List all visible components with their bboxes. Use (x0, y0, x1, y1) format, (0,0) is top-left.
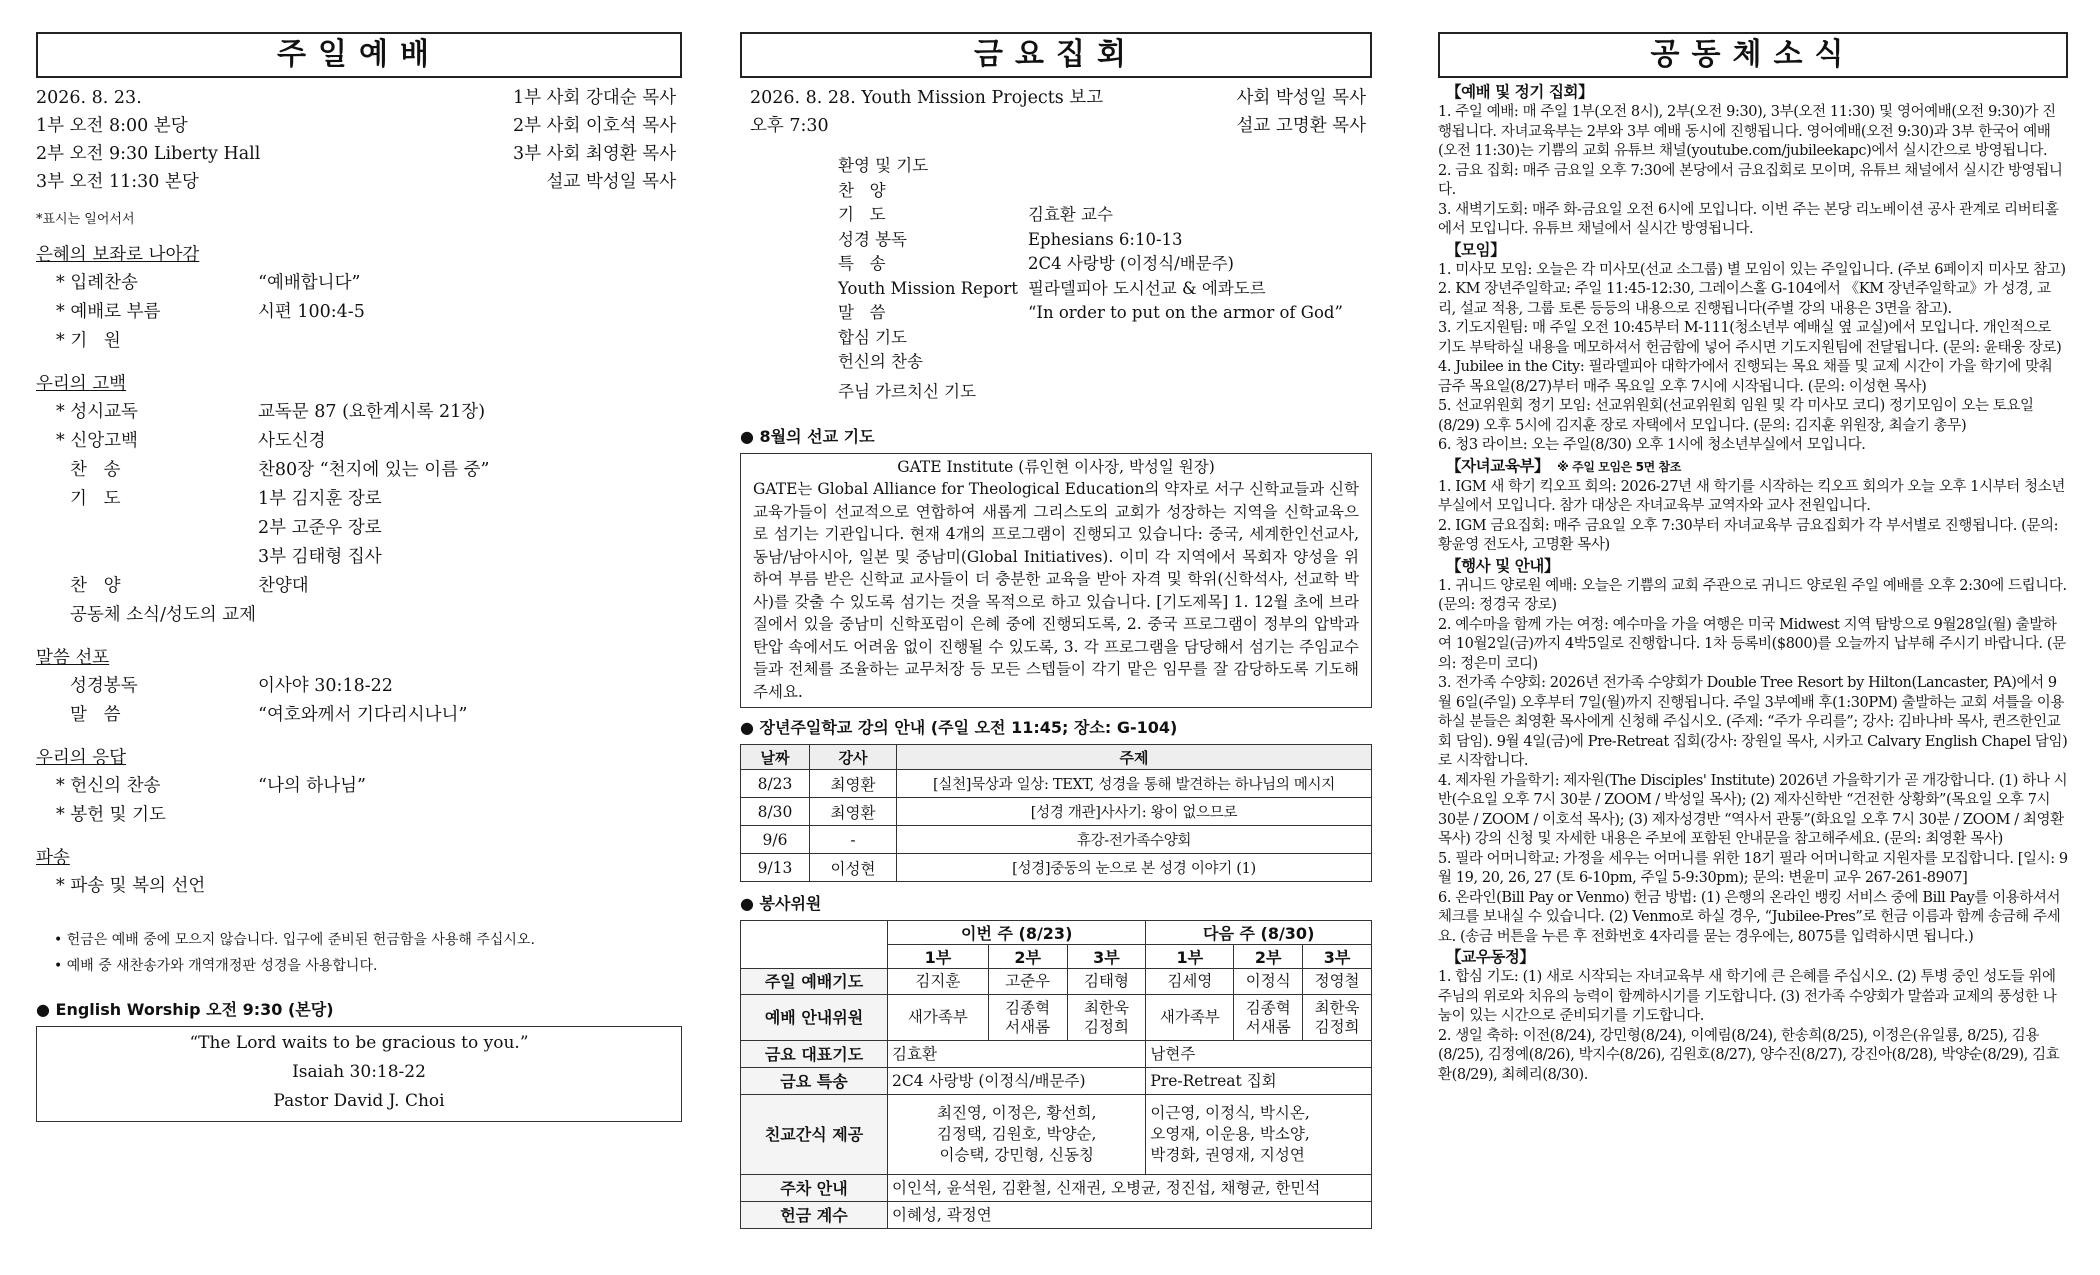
schedule-date: 9/6 (741, 826, 810, 854)
friday-program-item (838, 350, 1372, 375)
news-item: 3. 새벽기도회: 매주 화-금요일 오전 6시에 모입니다. 이번 주는 본당 리노베이션 공사 관계로 리버티홀에서 모입니다. 유튜브 채널에서 실시간 방영됩니다. (1438, 201, 2059, 237)
volunteer-row-label: 주일 예배기도 (741, 969, 888, 995)
mission-prayer-header: ● 8월의 선교 기도 (740, 426, 875, 446)
service-1: 1부 오전 8:00 본당 (36, 116, 188, 136)
worship-item (36, 601, 682, 630)
service-part: 1부 (888, 945, 989, 969)
volunteer-cell: 정영철 (1303, 969, 1372, 995)
friday-special-next: Pre-Retreat 집회 (1146, 1068, 1372, 1095)
news-item: 3. 전가족 수양회: 2026년 전가족 수양회가 Double Tree Resort by Hilton(Lancaster, PA)에서 9월 6일(주일) 오후부터 7일(월)까지 진행됩니다. 주일 3부예배 후(1:30PM) 출발하는 교회 셔틀을 이용하실 분들은 최영환 목사에게 신청해 주십시오. (주제: “주가 우리를”; 강사: 김바나바 목사, 퀸즈한인교회 담임). 9월 4일(금)에 Pre-Retreat 집회(강사: 장원일 목사, 시카고 Calvary English Chapel 담임)로 시작합니다. (1438, 675, 2068, 769)
news-section-title (1446, 947, 2068, 968)
worship-section (36, 744, 682, 830)
news-item: 4. 제자원 가을학기: 제자원(The Disciples' Institute) 2026년 가을학기가 곧 개강합니다. (1) 하나 시반(수요일 오후 7시 30분 / ZOOM / 박성일 목사); (2) 제자신학반 “건전한 상황화”(목요일 오후 7시 30분 / ZOOM / 이호석 목사); (3) 제자성경반 “역사서 관통”(화요일 오후 7시 30분 / ZOOM / 최영환 목사) 강의 신청 및 자세한 내용은 주보에 포함된 안내문을 참고해주세요. (문의: 최영환 목사) (1438, 772, 2068, 847)
news-item: 2. 생일 축하: 이전(8/24), 강민형(8/24), 이예림(8/24), 한송희(8/25), 이정은(유일룡, 8/25), 김용(8/25), 김정예(8/26), 박지수(8/26), 김원호(8/27), 양수진(8/27), 강진아(8/28), 박양순(8/29), 김효환(8/29), 최혜리(8/30). (1438, 1027, 2060, 1083)
worship-item-value: 1부 김지훈 장로 (258, 489, 382, 509)
service-part: 1부 (1146, 945, 1234, 969)
news-section-name: 【예배 및 정기 집회】 (1446, 83, 1594, 101)
sunday-notices (36, 927, 682, 979)
news-item: 2. KM 장년주일학교: 주일 11:45-12:30, 그레이스홀 G-104에서 《KM 장년주일학교》가 성경, 교리, 설교 적용, 그룹 토론 등등의 내용으로 진행됩니다(주별 강의 내용은 3면을 참고). (1438, 281, 2051, 317)
worship-section (36, 370, 682, 630)
volunteer-cell: 김지훈 (888, 969, 989, 995)
friday-column (740, 0, 1372, 1229)
friday-program-value: 2C4 사랑방 (이정식/배문주) (1028, 254, 1234, 273)
sunday-schedule (36, 84, 260, 196)
worship-item-value: “여호와께서 기다리시나니” (258, 705, 468, 725)
english-sermon-title: “The Lord waits to be gracious to you.” (189, 1033, 529, 1053)
news-item: 2. IGM 금요집회: 매주 금요일 오후 7:30부터 자녀교육부 금요집회가 각 부서별로 진행됩니다. (문의: 황윤영 전도사, 고명환 목사) (1438, 517, 2059, 553)
friday-program-item (838, 203, 1372, 228)
worship-item (36, 572, 682, 601)
service-part: 2부 (988, 945, 1067, 969)
worship-item (36, 701, 682, 730)
service-2: 2부 오전 9:30 Liberty Hall (36, 144, 261, 164)
volunteer-cell: 이정식 (1234, 969, 1303, 995)
friday-program-item (838, 154, 1372, 179)
friday-program-name: 합심 기도 (838, 327, 908, 347)
worship-item-name: * 기 원 (56, 331, 121, 351)
friday-special-label: 금요 특송 (741, 1068, 888, 1095)
service-part: 3부 (1303, 945, 1372, 969)
schedule-date: 9/13 (741, 854, 810, 882)
worship-item (36, 327, 682, 356)
sunday-leaders (513, 84, 676, 196)
english-scripture: Isaiah 30:18-22 (292, 1062, 426, 1082)
worship-item (36, 672, 682, 701)
friday-program-name: 주님 가르치신 기도 (838, 381, 977, 401)
parking-value: 이인석, 윤석원, 김환철, 신재권, 오병균, 정진섭, 채형균, 한민석 (888, 1175, 1372, 1202)
schedule-speaker: - (810, 826, 897, 854)
friday-leader-1: 사회 박성일 목사 (1236, 88, 1366, 108)
news-column (1438, 0, 2068, 1085)
worship-item-value: 찬80장 “천지에 있는 이름 중” (258, 460, 490, 480)
worship-item (36, 772, 682, 801)
english-preacher: Pastor David J. Choi (273, 1091, 445, 1111)
worship-item-name: * 신앙고백 (56, 431, 138, 451)
leader-3: 3부 사회 최영환 목사 (512, 144, 676, 164)
worship-item (36, 485, 682, 514)
parking-label: 주차 안내 (741, 1175, 888, 1202)
volunteers-table (740, 920, 1372, 1229)
news-item: 4. Jubilee in the City: 필라델피아 대학가에서 진행되는 목요 채플 및 교제 시간이 가을 학기에 맞춰 금주 목요일(8/27)부터 매주 목요일 오후 7시에 시작됩니다. (문의: 이성현 목사) (1438, 359, 2053, 395)
volunteer-cell: 최한욱 김정희 (1303, 995, 1372, 1041)
sunday-title: 주일예배 (36, 32, 682, 78)
schedule-topic: [성경]중동의 눈으로 본 성경 이야기 (1) (897, 854, 1372, 882)
news-item: 1. IGM 새 학기 킥오프 회의: 2026-27년 새 학기를 시작하는 킥오프 회의가 오늘 오후 1시부터 청소년부실에서 모입니다. 참가 대상은 자녀교육부 교역자와 교사 전원입니다. (1438, 478, 2065, 514)
adult-school-header: ● 장년주일학교 강의 안내 (주일 오전 11:45; 장소: G-104) (740, 718, 1178, 737)
notice-bullet: • 예배 중 새찬송가와 개역개정판 성경을 사용합니다. (54, 958, 378, 974)
worship-item-name: * 헌신의 찬송 (56, 776, 161, 796)
english-worship-box (36, 1026, 682, 1122)
snacks-label: 친교간식 제공 (741, 1095, 888, 1175)
friday-program-item (838, 252, 1372, 277)
worship-item-name: * 예배로 부름 (56, 302, 161, 322)
news-section-name: 【모임】 (1446, 240, 1506, 259)
worship-item-name: 성경봉독 (70, 676, 138, 696)
offering-count-label: 헌금 계수 (741, 1202, 888, 1229)
worship-item-name: * 입례찬송 (56, 273, 138, 293)
friday-program-item (838, 375, 1372, 409)
news-item: 1. 주일 예배: 매 주일 1부(오전 8시), 2부(오전 9:30), 3부(오전 11:30) 및 영어예배(오전 9:30)가 진행됩니다. 자녀교육부는 2부와 3부 예배 동시에 진행됩니다. 영어예배(오전 9:30)과 3부 한국어 예배(오전 11:30)는 기쁨의 교회 유튜브 채널(youtube.com/jubileekapc)에서 실시간으로 방영됩니다. (1438, 104, 2056, 159)
next-week-header: 다음 주 (8/30) (1146, 921, 1372, 945)
friday-special-this: 2C4 사랑방 (이정식/배문주) (888, 1068, 1146, 1095)
friday-program-name: 찬 양 (838, 180, 886, 200)
service-3: 3부 오전 11:30 본당 (36, 172, 199, 192)
friday-date: 2026. 8. 28. Youth Mission Projects 보고 (750, 88, 1104, 108)
schedule-speaker: 이성현 (810, 854, 897, 882)
leader-4: 설교 박성일 목사 (546, 172, 676, 192)
worship-item-value: “예배합니다” (258, 273, 361, 293)
worship-section-title: 말씀 선포 (36, 648, 110, 668)
friday-rep-next: 남현주 (1146, 1041, 1372, 1068)
adult-school-table (740, 744, 1372, 882)
worship-item-name: 찬 양 (70, 576, 121, 596)
news-item: 5. 필라 어머니학교: 가정을 세우는 어머니를 위한 18기 필라 어머니학교 지원자를 모집합니다. [일시: 9월 19, 20, 26, 27 (토 6-10pm, 주일 5-9:30pm); 문의: 변윤미 교우 267-261-8907] (1438, 850, 2068, 886)
schedule-topic: [실천]묵상과 일상: TEXT, 성경을 통해 발견하는 하나님의 메시지 (897, 770, 1372, 798)
worship-item-name: * 봉헌 및 기도 (56, 805, 166, 825)
service-part: 3부 (1067, 945, 1146, 969)
friday-program-value: Ephesians 6:10-13 (1028, 229, 1183, 249)
news-item: 1. 미사모 모임: 오늘은 각 미사모(선교 소그룹) 별 모임이 있는 주일입니다. (주보 6페이지 미사모 참고) (1438, 261, 2066, 278)
friday-rep-this: 김효환 (888, 1041, 1146, 1068)
sunday-column (36, 0, 682, 1122)
worship-item (36, 801, 682, 830)
friday-program-name: Youth Mission Report (838, 278, 1018, 298)
service-part: 2부 (1234, 945, 1303, 969)
schedule-date: 8/23 (741, 770, 810, 798)
news-item: 1. 귀니드 양로원 예배: 오늘은 기쁨의 교회 주관으로 귀니드 양로원 주일 예배를 오후 2:30에 드립니다. (문의: 정경국 장로) (1438, 577, 2067, 613)
worship-section-title: 우리의 고백 (36, 374, 127, 394)
volunteers-header: ● 봉사위원 (740, 894, 822, 913)
schedule-speaker: 최영환 (810, 798, 897, 826)
col-topic: 주제 (897, 745, 1372, 770)
news-item: 2. 금요 집회: 매주 금요일 오후 7:30에 본당에서 금요집회로 모이며, 유튜브 채널에서 실시간 방영됩니다. (1438, 162, 2063, 198)
volunteer-row-label: 예배 안내위원 (741, 995, 888, 1041)
worship-item (36, 427, 682, 456)
worship-section (36, 844, 682, 901)
col-date: 날짜 (741, 745, 810, 770)
standing-note: *표시는 일어서서 (36, 212, 135, 227)
news-body (1438, 82, 2068, 1085)
worship-item-name: 기 도 (70, 489, 121, 509)
mission-prayer-box (740, 453, 1372, 709)
volunteer-cell: 고준우 (988, 969, 1067, 995)
news-section-title (1446, 240, 2068, 261)
friday-program-name: 환영 및 기도 (838, 156, 929, 175)
worship-item-value: 찬양대 (258, 576, 309, 596)
worship-item (36, 269, 682, 298)
schedule-row (741, 854, 1372, 882)
offering-count-value: 이혜성, 곽정연 (888, 1202, 1372, 1229)
news-section-name: 【교우동정】 (1446, 948, 1535, 966)
worship-item (36, 872, 682, 901)
news-item: 6. 청3 라이브: 오는 주일(8/30) 오후 1시에 청소년부실에서 모입니다. (1438, 437, 1866, 453)
volunteer-row (741, 995, 1372, 1041)
volunteer-row (741, 969, 1372, 995)
news-item: 2. 예수마을 함께 가는 여정: 예수마을 가을 여행은 미국 Midwest 지역 탐방으로 9월28일(월) 출발하여 10월2일(금)까지 4박5일로 진행합니다. 1차 등록비($800)를 오늘까지 납부해 주시기 바랍니다. (문의: 정은미 코디) (1438, 616, 2066, 672)
worship-item-name: 공동체 소식/성도의 교제 (70, 605, 257, 625)
news-section-name: 【자녀교육부】 (1446, 456, 1550, 475)
volunteer-cell: 김태형 (1067, 969, 1146, 995)
snacks-this: 최진영, 이정은, 황선희, 김정택, 김원호, 박양순, 이승택, 강민형, 신동칭 (888, 1095, 1146, 1175)
volunteer-cell: 최한욱 김정희 (1067, 995, 1146, 1041)
snacks-next: 이근영, 이정식, 박시온, 오영재, 이운용, 박소양, 박경화, 권영재, 지성연 (1146, 1095, 1372, 1175)
friday-program-name: 기 도 (838, 205, 886, 224)
worship-item-name: * 성시교독 (56, 402, 138, 422)
worship-item (36, 456, 682, 485)
volunteer-cell: 새가족부 (1146, 995, 1234, 1041)
schedule-topic: 휴강-전가족수양회 (897, 826, 1372, 854)
schedule-topic: [성경 개관]사사기: 왕이 없으므로 (897, 798, 1372, 826)
worship-item-value: 2부 고준우 장로 (258, 518, 382, 538)
news-item: 6. 온라인(Bill Pay or Venmo) 헌금 방법: (1) 은행의 온라인 뱅킹 서비스 중에 Bill Pay를 이용하셔서 체크를 보내실 수 있습니다. (2) Venmo로 하실 경우, “Jubilee-Pres”로 헌금 이름과 함께 송금해 주세요. (송금 버튼을 누른 후 전화번호 4자리를 묻는 경우에는, 8075를 입력하시면 됩니다.) (1438, 889, 2061, 945)
news-section-title (1446, 556, 2068, 577)
worship-item-value: 시편 100:4-5 (258, 302, 365, 322)
news-item: 5. 선교위원회 정기 모임: 선교위원회(선교위원회 임원 및 각 미사모 코디) 정기모임이 오는 토요일(8/29) 오후 5시에 김지훈 장로 자택에서 모입니다. (문의: 김지훈 위원장, 최슬기 총무) (1438, 398, 2034, 434)
worship-item-name: * 파송 및 복의 선언 (56, 876, 206, 896)
worship-item (36, 398, 682, 427)
news-title: 공동체소식 (1438, 32, 2068, 78)
friday-program-item (838, 277, 1372, 302)
notice-bullet: • 헌금은 예배 중에 모으지 않습니다. 입구에 준비된 헌금함을 사용해 주십시오. (54, 932, 535, 948)
friday-program-value: “In order to put on the armor of God” (1028, 303, 1343, 322)
friday-program-value: 필라델피아 도시선교 & 에콰도르 (1028, 278, 1266, 298)
mission-text: GATE는 Global Alliance for Theological Education의 약자로 서구 신학교들과 신학 교육가들이 선교적으로 연합하여 새롭게 그리스도의 교회가 성장하는 지역을 신학교육으로 섬기는 기관입니다. 현재 4개의 프로그램이 진행되고 있습니다: 중국, 세계한인선교사, 동남/남아시아, 일본 및 중남미(Global Initiatives). 이미 각 지역에서 목회자 양성을 위하여 부름 받은 신학교 교사들이 더 충분한 교육을 받아 자격 및 학위(신학석사, 선교학 박사)를 갖출 수 있도록 섬기는 것을 목적으로 하고 있습니다. [기도제목] 1. 12월 초에 브라질에서 있을 중남미 신학포럼이 은혜 중에 진행되도록, 2. 중국 프로그램이 정부의 압박과 탄압 속에서도 어려움 없이 진행될 수 있도록, 3. 각 프로그램을 담당해서 섬기는 주임교수들과 전체를 조율하는 교무처장 등 모든 스텝들이 각기 맡은 임무를 잘 감당하도록 기도해 주세요. (753, 480, 1359, 701)
worship-section (36, 241, 682, 356)
worship-item-value: 이사야 30:18-22 (258, 676, 393, 696)
worship-section-title: 우리의 응답 (36, 748, 127, 768)
worship-item (36, 298, 682, 327)
friday-program-item (838, 301, 1372, 326)
volunteer-cell: 김종혁 서새롬 (1234, 995, 1303, 1041)
worship-section (36, 644, 682, 730)
volunteer-cell: 새가족부 (888, 995, 989, 1041)
leader-2: 2부 사회 이호석 목사 (512, 116, 676, 136)
english-worship-header: ● English Worship 오전 9:30 (본당) (36, 1000, 334, 1019)
schedule-date: 8/30 (741, 798, 810, 826)
friday-program-name: 말 씀 (838, 303, 886, 322)
friday-program-name: 성경 봉독 (838, 229, 908, 249)
worship-section-title: 은혜의 보좌로 나아감 (36, 245, 200, 265)
friday-title: 금요집회 (740, 32, 1372, 78)
worship-item-value: 3부 김태형 집사 (258, 547, 382, 567)
worship-item-value: 사도신경 (258, 431, 326, 451)
schedule-speaker: 최영환 (810, 770, 897, 798)
leader-1: 1부 사회 강대순 목사 (512, 88, 676, 108)
friday-program-name: 헌신의 찬송 (838, 352, 923, 371)
col-speaker: 강사 (810, 745, 897, 770)
friday-program-item (838, 326, 1372, 351)
worship-item-value: 교독문 87 (요한계시록 21장) (258, 402, 486, 422)
news-section-note: ※ 주일 모임은 5면 참조 (1557, 459, 1681, 474)
worship-item-name: 찬 송 (70, 460, 121, 480)
volunteer-cell: 김종혁 서새롬 (988, 995, 1067, 1041)
news-section-title (1446, 82, 2068, 103)
sunday-header (36, 84, 682, 200)
worship-item-value: “나의 하나님” (258, 776, 366, 796)
friday-program-item (838, 228, 1372, 253)
sunday-date: 2026. 8. 23. (36, 88, 142, 108)
schedule-row (741, 826, 1372, 854)
friday-program (838, 154, 1372, 409)
worship-section-title: 파송 (36, 848, 70, 868)
friday-leader-2: 설교 고명환 목사 (1236, 116, 1366, 136)
schedule-row (741, 770, 1372, 798)
friday-program-item (838, 179, 1372, 204)
schedule-row (741, 798, 1372, 826)
order-of-worship (36, 241, 682, 901)
volunteer-cell: 김세영 (1146, 969, 1234, 995)
worship-item-name: 말 씀 (70, 705, 121, 725)
mission-title: GATE Institute (류인현 이사장, 박성일 원장) (897, 457, 1215, 476)
friday-program-value: 김효환 교수 (1028, 205, 1113, 224)
news-section-title (1446, 456, 2068, 478)
news-item: 3. 기도지원팀: 매 주일 오전 10:45부터 M-111(청소년부 예배실 옆 교실)에서 모입니다. 개인적으로 기도 부탁하실 내용을 메모하셔서 헌금함에 넣어 주시면 기도지원팀에 전달됩니다. (문의: 윤태웅 장로) (1438, 320, 2062, 356)
friday-rep-label: 금요 대표기도 (741, 1041, 888, 1068)
news-item: 1. 합심 기도: (1) 새로 시작되는 자녀교육부 새 학기에 큰 은혜를 주십시오. (2) 투병 중인 성도들 위에 주님의 위로와 치유의 능력이 함께하시기를 기도합니다. (3) 전가족 수양회가 말씀과 교제의 풍성한 나눔이 있는 시간으로 준비되기를 기도합니다. (1438, 969, 2057, 1024)
friday-time: 오후 7:30 (750, 116, 829, 136)
friday-header (740, 84, 1372, 142)
friday-program-name: 특 송 (838, 254, 886, 273)
this-week-header: 이번 주 (8/23) (888, 921, 1146, 945)
worship-item (36, 514, 682, 543)
news-section-name: 【행사 및 안내】 (1446, 556, 1560, 575)
worship-item (36, 543, 682, 572)
